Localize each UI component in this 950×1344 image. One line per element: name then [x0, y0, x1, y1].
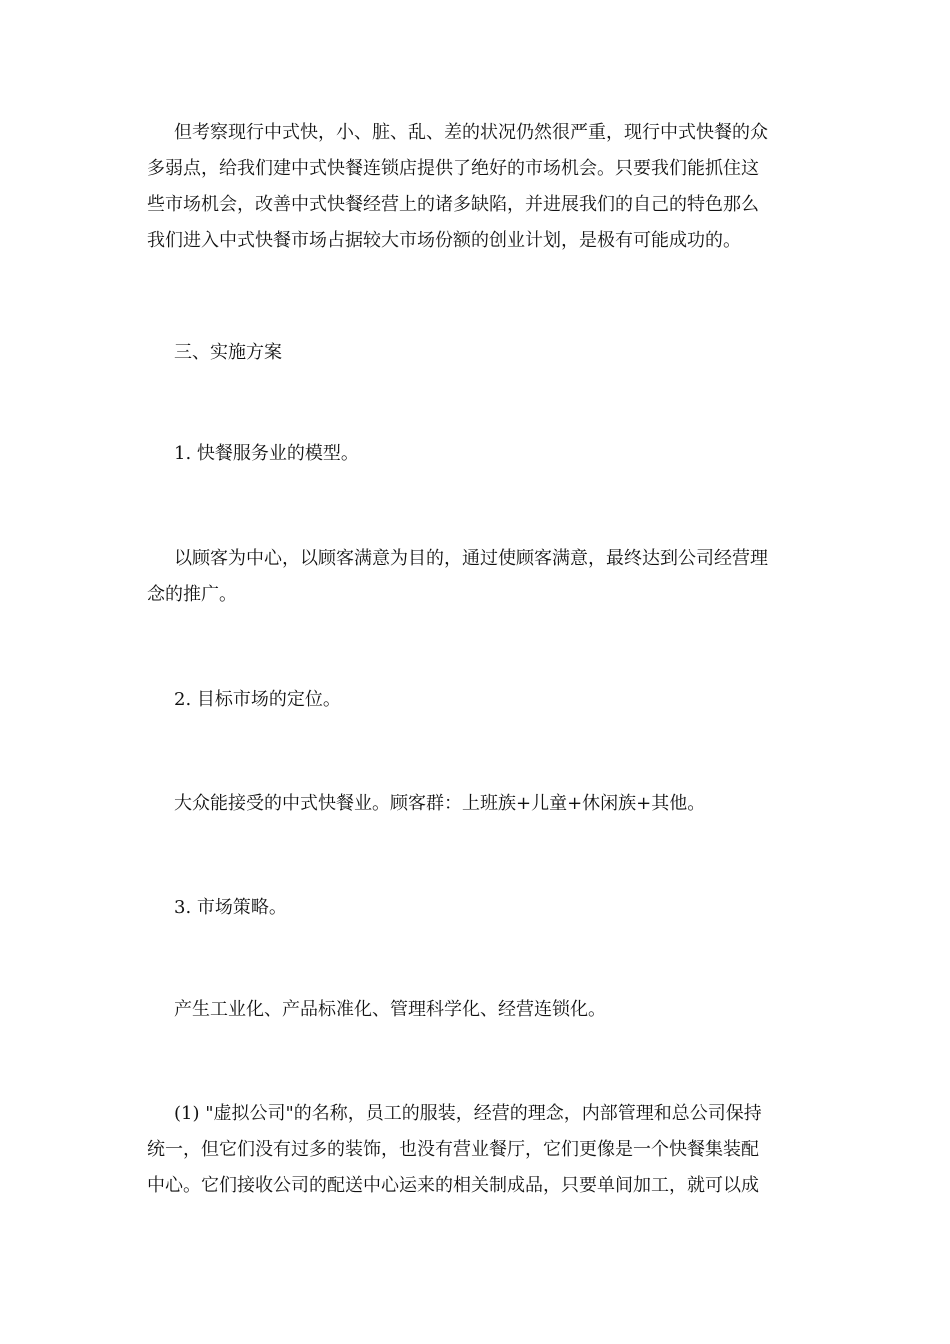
section-heading [147, 335, 807, 371]
paragraph-line: 产生工业化、产品标准化、管理科学化、经营连锁化。 [174, 999, 606, 1020]
item2-heading-text: 2. 目标市场的定位。 [174, 689, 341, 710]
intro-paragraph [147, 115, 807, 259]
item1-heading-text: 1. 快餐服务业的模型。 [174, 443, 359, 464]
item3-heading-text: 3. 市场策略。 [174, 897, 287, 918]
item1-body [147, 541, 807, 613]
item3-heading [147, 890, 807, 926]
item3-sub1-paragraph [147, 1096, 807, 1204]
item3-body [147, 992, 807, 1028]
item2-body [147, 786, 807, 822]
section-heading-text: 三、实施方案 [174, 342, 282, 363]
paragraph-line: 统一，但它们没有过多的装饰，也没有营业餐厅，它们更像是一个快餐集装配 [147, 1139, 759, 1160]
item1-heading [147, 436, 807, 472]
paragraph-line: 但考察现行中式快，小、脏、乱、差的状况仍然很严重，现行中式快餐的众 [174, 122, 768, 143]
paragraph-line: 念的推广。 [147, 584, 237, 605]
paragraph-line: 多弱点，给我们建中式快餐连锁店提供了绝好的市场机会。只要我们能抓住这 [147, 158, 759, 179]
paragraph-line: (1) "虚拟公司"的名称，员工的服装，经营的理念，内部管理和总公司保持 [174, 1103, 762, 1124]
paragraph-line: 些市场机会，改善中式快餐经营上的诸多缺陷，并进展我们的自己的特色那么 [147, 194, 759, 215]
paragraph-line: 大众能接受的中式快餐业。顾客群：上班族+儿童+休闲族+其他。 [174, 793, 706, 814]
paragraph-line: 以顾客为中心，以顾客满意为目的，通过使顾客满意，最终达到公司经营理 [174, 548, 768, 569]
item2-heading [147, 682, 807, 718]
paragraph-line: 中心。它们接收公司的配送中心运来的相关制成品，只要单间加工，就可以成 [147, 1175, 759, 1196]
paragraph-line: 我们进入中式快餐市场占据较大市场份额的创业计划，是极有可能成功的。 [147, 230, 741, 251]
